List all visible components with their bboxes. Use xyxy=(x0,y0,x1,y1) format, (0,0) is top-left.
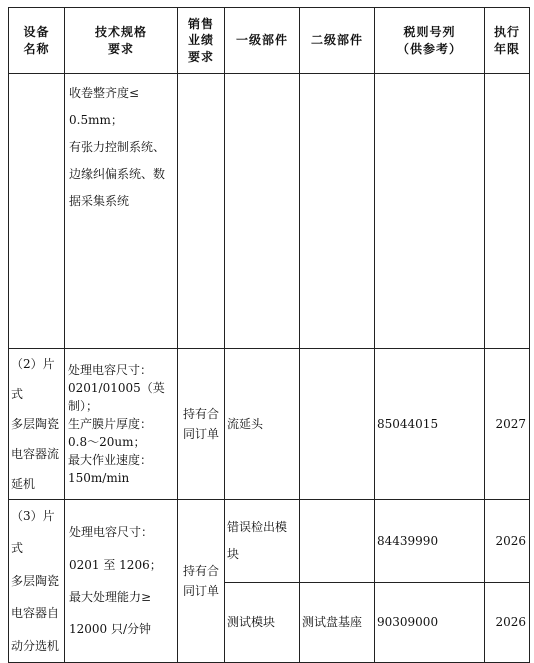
level2-component-text xyxy=(300,538,374,544)
level1-component-cell xyxy=(225,74,300,349)
level2-component-text xyxy=(300,421,374,427)
header-tech-spec: 技术规格 要求 xyxy=(65,8,178,74)
device-name-text: （2）片式 多层陶瓷 电容器流 延机 xyxy=(11,357,60,491)
level1-component-text: 流延头 xyxy=(227,416,264,431)
sales-requirement-cell xyxy=(178,500,225,663)
level1-component-text: 错误检出模 块 xyxy=(227,520,288,561)
level2-component-text: 测试盘基座 xyxy=(302,615,363,630)
tax-code-text: 85044015 xyxy=(377,416,439,431)
header-execution-period: 执行 年限 xyxy=(485,8,530,74)
device-name-cell xyxy=(9,500,65,663)
execution-period-text: 2026 xyxy=(495,533,526,548)
header-row xyxy=(9,8,530,74)
level1-component-text: 测试模块 xyxy=(227,615,276,630)
table-row xyxy=(9,349,530,500)
component-table xyxy=(8,7,530,663)
level1-component-cell xyxy=(225,582,300,662)
level1-component-cell xyxy=(225,500,300,583)
device-name-text: （3）片式 多层陶瓷 电容器自 动分选机 xyxy=(11,509,60,653)
tech-spec-text: 处理电容尺寸： 0201/01005（英 制）； 生产膜片厚度： 0.8～20um； 最大作业速度： 150m/min xyxy=(68,363,165,485)
execution-period-text: 2026 xyxy=(495,615,526,630)
execution-period-cell xyxy=(485,582,530,662)
tax-code-cell xyxy=(375,349,485,500)
tech-spec-cell xyxy=(65,74,178,349)
tech-spec-cell xyxy=(65,500,178,663)
tax-code-cell xyxy=(375,74,485,349)
execution-period-cell xyxy=(485,74,530,349)
execution-period-cell xyxy=(485,349,530,500)
sales-requirement-text: 持有合 同订单 xyxy=(183,563,220,598)
header-level1-component: 一级部件 xyxy=(225,8,300,74)
header-level2-component: 二级部件 xyxy=(300,8,375,74)
tech-spec-text: 收卷整齐度≤ 0.5mm； 有张力控制系统、 边缘纠偏系统、数 据采集系统 xyxy=(69,86,166,208)
tax-code-text: 90309000 xyxy=(377,615,439,630)
sales-requirement-cell xyxy=(178,74,225,349)
level2-component-cell xyxy=(300,74,375,349)
sales-requirement-cell xyxy=(178,349,225,500)
device-name-cell xyxy=(9,349,65,500)
tax-code-cell xyxy=(375,500,485,583)
table-row xyxy=(9,74,530,349)
level2-component-cell xyxy=(300,582,375,662)
level2-component-cell xyxy=(300,500,375,583)
header-sales-requirement: 销售 业绩 要求 xyxy=(178,8,225,74)
sales-requirement-text: 持有合 同订单 xyxy=(183,406,220,441)
execution-period-text: 2027 xyxy=(495,416,526,431)
execution-period-cell xyxy=(485,500,530,583)
header-device-name: 设备 名称 xyxy=(9,8,65,74)
device-name-cell xyxy=(9,74,65,349)
table-row xyxy=(9,500,530,583)
tech-spec-text: 处理电容尺寸： 0201 至 1206； 最大处理能力≥ 12000 只/分钟 xyxy=(69,525,162,637)
level1-component-cell xyxy=(225,349,300,500)
tech-spec-cell xyxy=(65,349,178,500)
level2-component-cell xyxy=(300,349,375,500)
header-tax-code: 税则号列 （供参考） xyxy=(375,8,485,74)
tax-code-cell xyxy=(375,582,485,662)
tax-code-text: 84439990 xyxy=(377,533,439,548)
